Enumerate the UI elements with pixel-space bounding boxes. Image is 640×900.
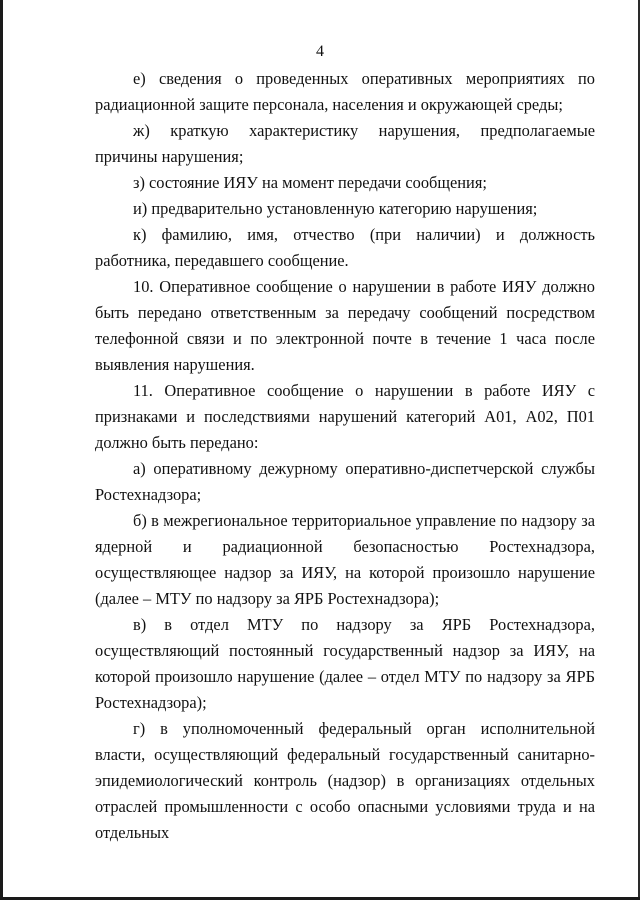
document-body: [95, 66, 595, 846]
paragraph-item-z: з) состояние ИЯУ на момент передачи сообщения;: [133, 173, 487, 192]
paragraph-clause-10: 10. Оперативное сообщение о нарушении в работе ИЯУ должно быть передано ответственным за передачу сообщений посредством телефонной связи и по электронной почте в течение 1 часа после выявления нарушения.: [95, 277, 595, 374]
paragraph-item-k: к) фамилию, имя, отчество (при наличии) и должность работника, передавшего сообщение.: [95, 225, 595, 270]
paragraph-item-b: б) в межрегиональное территориальное управление по надзору за ядерной и радиационной безопасностью Ростехнадзора, осуществляющее надзор за ИЯУ, на которой произошло нарушение (далее – МТУ по надзору за ЯРБ Ростехнадзора);: [95, 511, 595, 608]
paragraph-item-e: е) сведения о проведенных оперативных мероприятиях по радиационной защите персонала, населения и окружающей среды;: [95, 69, 595, 114]
paragraph-item-zh: ж) краткую характеристику нарушения, предполагаемые причины нарушения;: [95, 121, 595, 166]
paragraph-item-i: и) предварительно установленную категорию нарушения;: [133, 199, 538, 218]
paragraph-clause-11: 11. Оперативное сообщение о нарушении в работе ИЯУ с признаками и последствиями нарушений категорий А01, А02, П01 должно быть передано:: [95, 381, 595, 452]
page-number: 4: [316, 43, 324, 60]
paragraph-item-a: а) оперативному дежурному оперативно-диспетчерской службы Ростехнадзора;: [95, 459, 595, 504]
scan-border-left: [0, 0, 3, 900]
paragraph-item-g: г) в уполномоченный федеральный орган исполнительной власти, осуществляющий федеральный государственный санитарно-эпидемиологический контроль (надзор) в организациях отдельных отраслей промышленности с особо опасными условиями труда и на отдельных: [95, 719, 595, 842]
paragraph-item-v: в) в отдел МТУ по надзору за ЯРБ Ростехнадзора, осуществляющий постоянный государственный надзор за ИЯУ, на которой произошло нарушение (далее – отдел МТУ по надзору за ЯРБ Ростехнадзора);: [95, 615, 595, 712]
